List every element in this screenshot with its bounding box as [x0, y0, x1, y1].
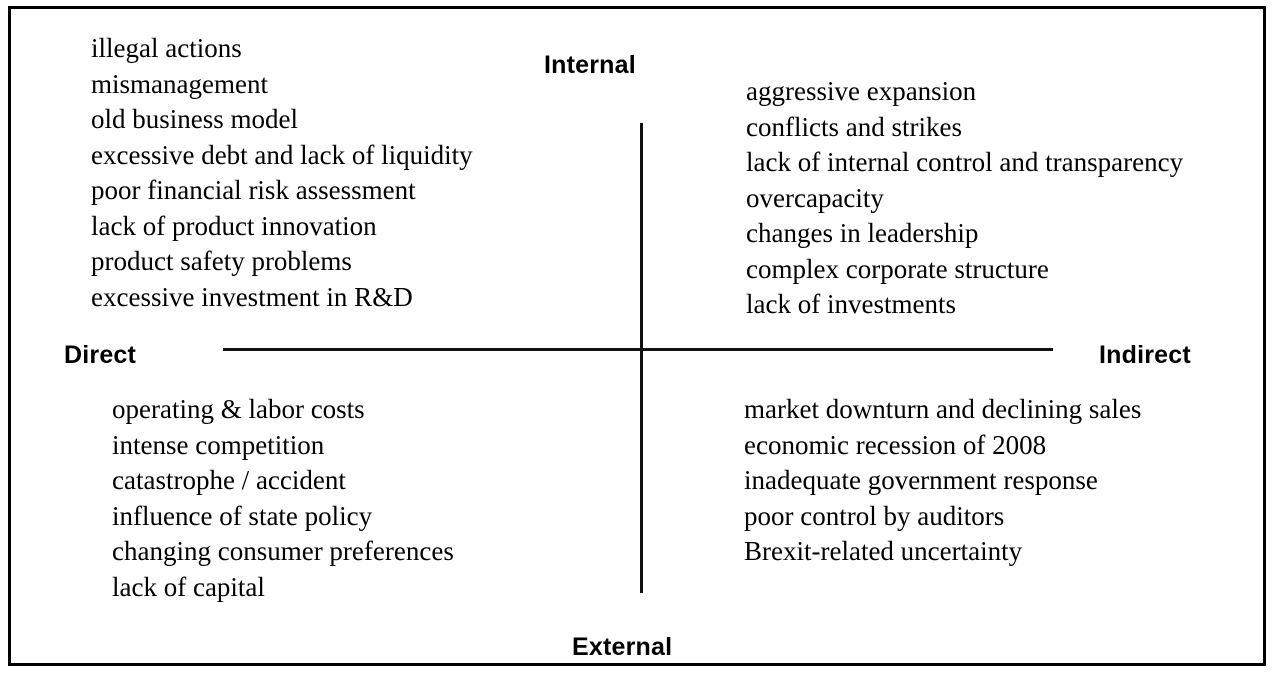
list-item: operating & labor costs — [112, 394, 365, 424]
list-item: changing consumer preferences — [112, 536, 454, 566]
list-item: inadequate government response — [744, 465, 1098, 495]
quadrant-internal-indirect — [746, 74, 1183, 323]
quadrant-external-direct — [112, 392, 454, 605]
axis-label-internal: Internal — [544, 51, 636, 79]
vertical-axis-line — [640, 123, 643, 593]
axis-label-direct: Direct — [64, 341, 137, 369]
list-item: changes in leadership — [746, 218, 979, 248]
list-item: product safety problems — [91, 246, 352, 276]
list-item: Brexit-related uncertainty — [744, 536, 1023, 566]
horizontal-axis-line — [223, 348, 1053, 351]
quadrant-external-indirect — [744, 392, 1141, 570]
list-item: aggressive expansion — [746, 76, 977, 106]
list-item: lack of investments — [746, 289, 956, 319]
list-item: lack of capital — [112, 571, 265, 602]
figure-frame — [8, 6, 1266, 666]
list-item: conflicts and strikes — [746, 111, 962, 142]
list-item: influence of state policy — [112, 500, 373, 531]
list-item: illegal actions — [91, 33, 242, 63]
list-item: mismanagement — [91, 68, 268, 99]
list-item: poor control by auditors — [744, 500, 1005, 531]
list-item: lack of internal control and transparency — [746, 147, 1184, 177]
list-item: catastrophe / accident — [112, 465, 346, 495]
list-item: poor financial risk assessment — [91, 175, 416, 205]
list-item: old business model — [91, 104, 298, 134]
quadrant-internal-direct — [91, 31, 473, 315]
list-item: lack of product innovation — [91, 210, 377, 241]
list-item: overcapacity — [746, 182, 884, 213]
list-item: market downturn and declining sales — [744, 394, 1142, 424]
list-item: excessive investment in R&D — [91, 281, 413, 312]
axis-label-external: External — [572, 633, 673, 661]
list-item: excessive debt and lack of liquidity — [91, 139, 473, 170]
list-item: economic recession of 2008 — [744, 429, 1047, 460]
axis-label-indirect: Indirect — [1099, 341, 1191, 369]
list-item: intense competition — [112, 429, 325, 460]
list-item: complex corporate structure — [746, 253, 1049, 284]
